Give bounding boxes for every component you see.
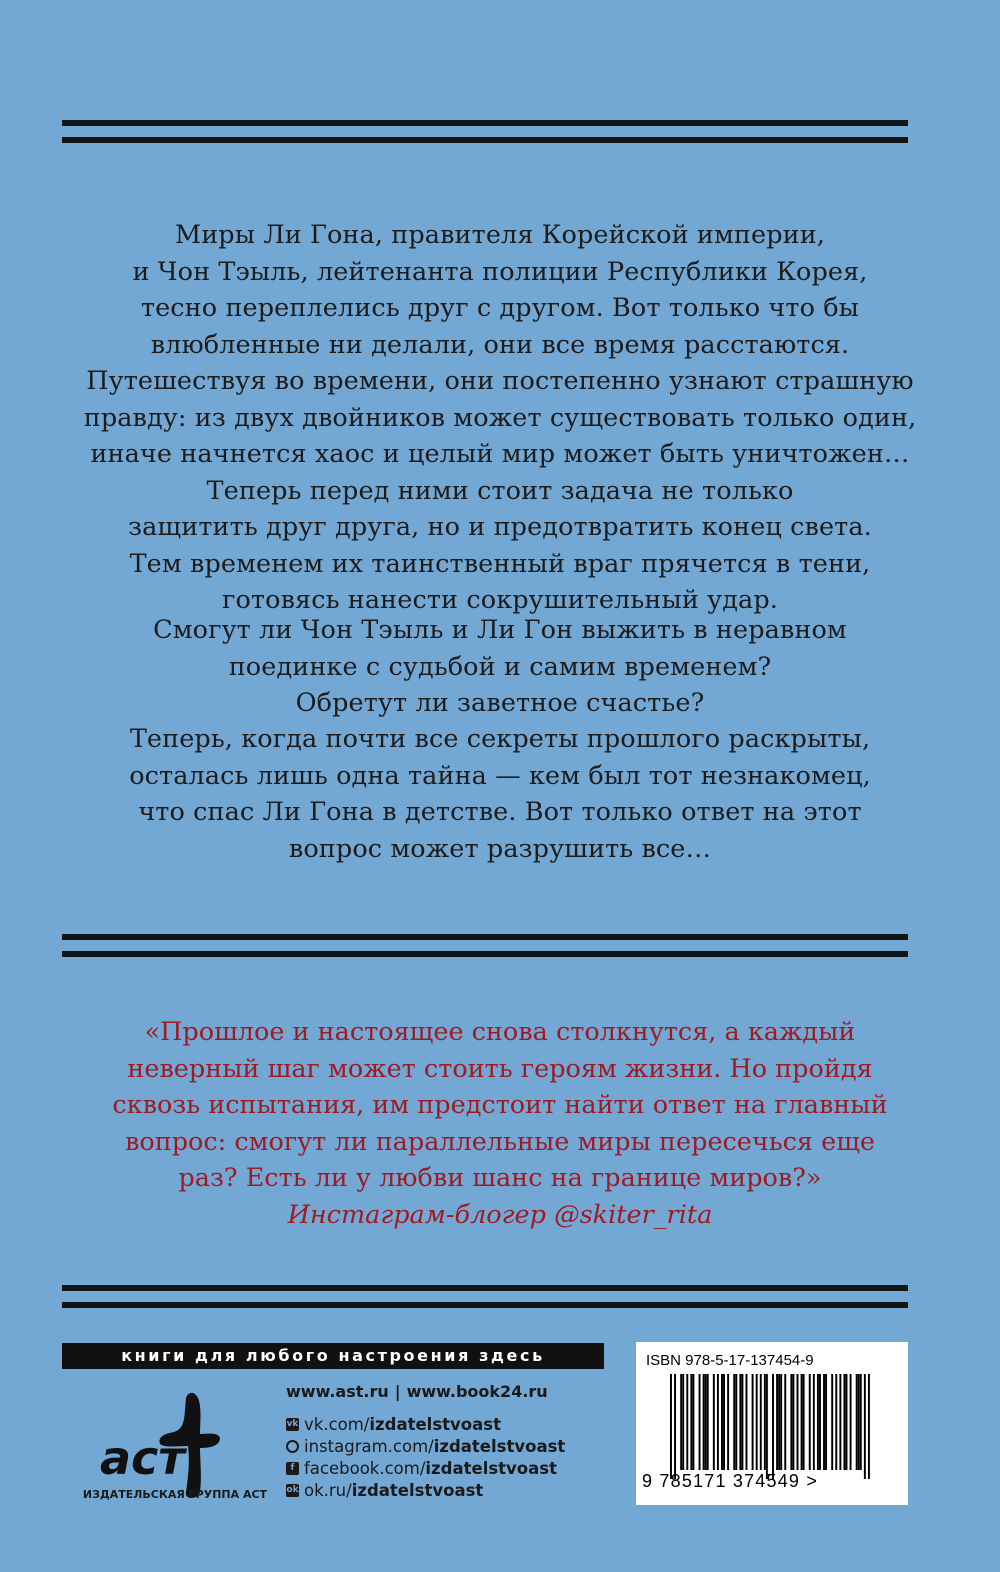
barcode-bar	[741, 1374, 743, 1470]
description-line: и Чон Тэыль, лейтенанта полиции Республики Корея,	[132, 256, 868, 287]
facebook-icon: f	[286, 1462, 299, 1475]
barcode-bar	[723, 1374, 725, 1470]
quote-line: раз? Есть ли у любви шанс на границе миров?»	[178, 1163, 822, 1193]
instagram-icon	[286, 1440, 299, 1453]
barcode-bar	[682, 1374, 684, 1470]
question-line: Смогут ли Чон Тэыль и Ли Гон выжить в неравном	[153, 615, 847, 645]
social-vk[interactable]	[286, 1413, 565, 1435]
middle-rule-2	[62, 951, 908, 957]
barcode-bar	[864, 1374, 866, 1479]
barcode-bar	[721, 1374, 723, 1470]
top-rule-2	[62, 137, 908, 143]
barcode-bar	[860, 1374, 862, 1470]
barcode-bar	[680, 1374, 682, 1470]
social-prefix: vk.com/	[304, 1414, 370, 1434]
social-facebook[interactable]	[286, 1457, 565, 1479]
barcode-bar	[713, 1374, 715, 1470]
description-paragraph	[70, 217, 930, 619]
barcode-number: 9 785171 374549 >	[642, 1471, 819, 1491]
barcode-bar	[739, 1374, 741, 1470]
final-line: вопрос может разрушить все…	[288, 833, 712, 864]
quote-line: вопрос: смогут ли параллельные миры пересечься еще	[124, 1126, 876, 1157]
barcode-bar	[784, 1374, 786, 1470]
barcode-bar	[817, 1374, 819, 1470]
barcode-bar	[699, 1374, 701, 1470]
final-paragraph	[70, 721, 930, 867]
site-book24-link[interactable]: www.book24.ru	[406, 1382, 548, 1401]
description-line: тесно переплелись друг с другом. Вот только что бы	[140, 293, 860, 323]
barcode-bar	[776, 1374, 778, 1470]
barcode-bar	[764, 1374, 766, 1470]
ok-icon: ok	[286, 1484, 299, 1495]
final-line: осталась лишь одна тайна — кем был тот незнакомец,	[129, 760, 871, 791]
barcode-bar	[760, 1374, 762, 1470]
social-instagram[interactable]	[286, 1435, 565, 1457]
barcode-bar	[772, 1374, 774, 1479]
barcode-bar	[674, 1374, 676, 1479]
social-prefix: ok.ru/	[304, 1480, 352, 1500]
vk-icon: vk	[286, 1418, 299, 1429]
quote-line: сквозь испытания, им предстоит найти ответ на главный	[112, 1090, 888, 1120]
barcode-bar	[819, 1374, 821, 1470]
top-rule-1	[62, 120, 908, 126]
description-line: готовясь нанести сокрушительный удар.	[222, 585, 778, 615]
barcode-bar	[780, 1374, 782, 1470]
barcode-bar	[727, 1374, 729, 1470]
publisher-caption: ИЗДАТЕЛЬСКАЯ ГРУППА АСТ	[82, 1488, 268, 1501]
barcode-box	[636, 1342, 908, 1505]
description-line: влюбленные ни делали, они все время расстаются.	[150, 329, 850, 360]
barcode-bar	[831, 1374, 833, 1470]
barcode-bar	[823, 1374, 825, 1470]
barcode-bar	[792, 1374, 794, 1470]
barcode-bar	[735, 1374, 737, 1470]
tagline-bar: книги для любого настроения здесь	[62, 1343, 604, 1369]
question-line: Обретут ли заветное счастье?	[295, 688, 705, 718]
barcode-bar	[733, 1374, 735, 1470]
middle-rule-1	[62, 934, 908, 940]
description-line: иначе начнется хаос и целый мир может быть уничтожен…	[90, 439, 910, 469]
barcode-bar	[690, 1374, 692, 1470]
links-block	[286, 1382, 565, 1501]
barcode-bar	[843, 1374, 845, 1470]
barcode-bar	[858, 1374, 860, 1470]
barcode-bar	[846, 1374, 848, 1470]
question-line: поединке с судьбой и самим временем?	[228, 651, 772, 682]
barcode-bar	[856, 1374, 858, 1470]
bottom-rule-1	[62, 1285, 908, 1291]
review-quote	[60, 1014, 940, 1233]
description-line: Тем временем их таинственный враг прячется в тени,	[129, 548, 871, 579]
barcode-bar	[813, 1374, 815, 1470]
barcode-bar	[766, 1374, 768, 1479]
barcode-bar	[705, 1374, 707, 1470]
barcode-bar	[797, 1374, 799, 1470]
logo-text: аст	[100, 1431, 185, 1485]
description-line: правду: из двух двойников может существовать только один,	[83, 402, 917, 433]
question-paragraph	[70, 612, 930, 722]
final-line: Теперь, когда почти все секреты прошлого раскрыты,	[129, 724, 871, 754]
barcode-bar	[790, 1374, 792, 1470]
barcode-bar	[703, 1374, 705, 1470]
barcode-bar	[717, 1374, 719, 1470]
sites-line	[286, 1382, 565, 1401]
social-handle: izdatelstvoast	[425, 1458, 557, 1478]
description-line: Теперь перед ними стоит задача не только	[206, 475, 794, 506]
barcode-bar	[692, 1374, 694, 1470]
bottom-rule-2	[62, 1302, 908, 1308]
social-handle: izdatelstvoast	[369, 1414, 501, 1434]
description-line: Путешествуя во времени, они постепенно узнают страшную	[86, 366, 914, 396]
barcode-bar	[850, 1374, 852, 1470]
quote-line: «Прошлое и настоящее снова столкнутся, а каждый	[144, 1017, 856, 1047]
description-line: Миры Ли Гона, правителя Корейской империи,	[174, 220, 826, 250]
social-prefix: instagram.com/	[304, 1436, 434, 1456]
social-handle: izdatelstvoast	[433, 1436, 566, 1456]
barcode-bar	[803, 1374, 805, 1470]
barcode-bar	[839, 1374, 841, 1470]
social-ok[interactable]	[286, 1479, 565, 1501]
barcode-bar	[809, 1374, 811, 1470]
barcode-bar	[752, 1374, 754, 1470]
barcode-bar	[746, 1374, 748, 1470]
barcode-bar	[801, 1374, 803, 1470]
quote-author: Инстаграм-блогер @skiter_rita	[287, 1199, 713, 1230]
barcode-bar	[825, 1374, 827, 1470]
barcode-bars	[670, 1374, 870, 1479]
barcode-bar	[835, 1374, 837, 1470]
isbn-label: ISBN 978-5-17-137454-9	[646, 1352, 814, 1369]
barcode-bar	[868, 1374, 870, 1479]
site-ast-link[interactable]: www.ast.ru	[286, 1382, 389, 1401]
site-separator: |	[394, 1382, 401, 1401]
social-handle: izdatelstvoast	[351, 1480, 484, 1500]
quote-line: неверный шаг может стоить героям жизни. Но пройдя	[127, 1053, 873, 1084]
final-line: что спас Ли Гона в детстве. Вот только ответ на этот	[138, 797, 862, 827]
barcode-bar	[686, 1374, 688, 1470]
barcode-bar	[756, 1374, 758, 1470]
barcode-bar	[778, 1374, 780, 1470]
barcode-bar	[707, 1374, 709, 1470]
barcode-bar	[670, 1374, 672, 1479]
description-line: защитить друг друга, но и предотвратить конец света.	[128, 512, 872, 542]
social-prefix: facebook.com/	[304, 1458, 426, 1478]
